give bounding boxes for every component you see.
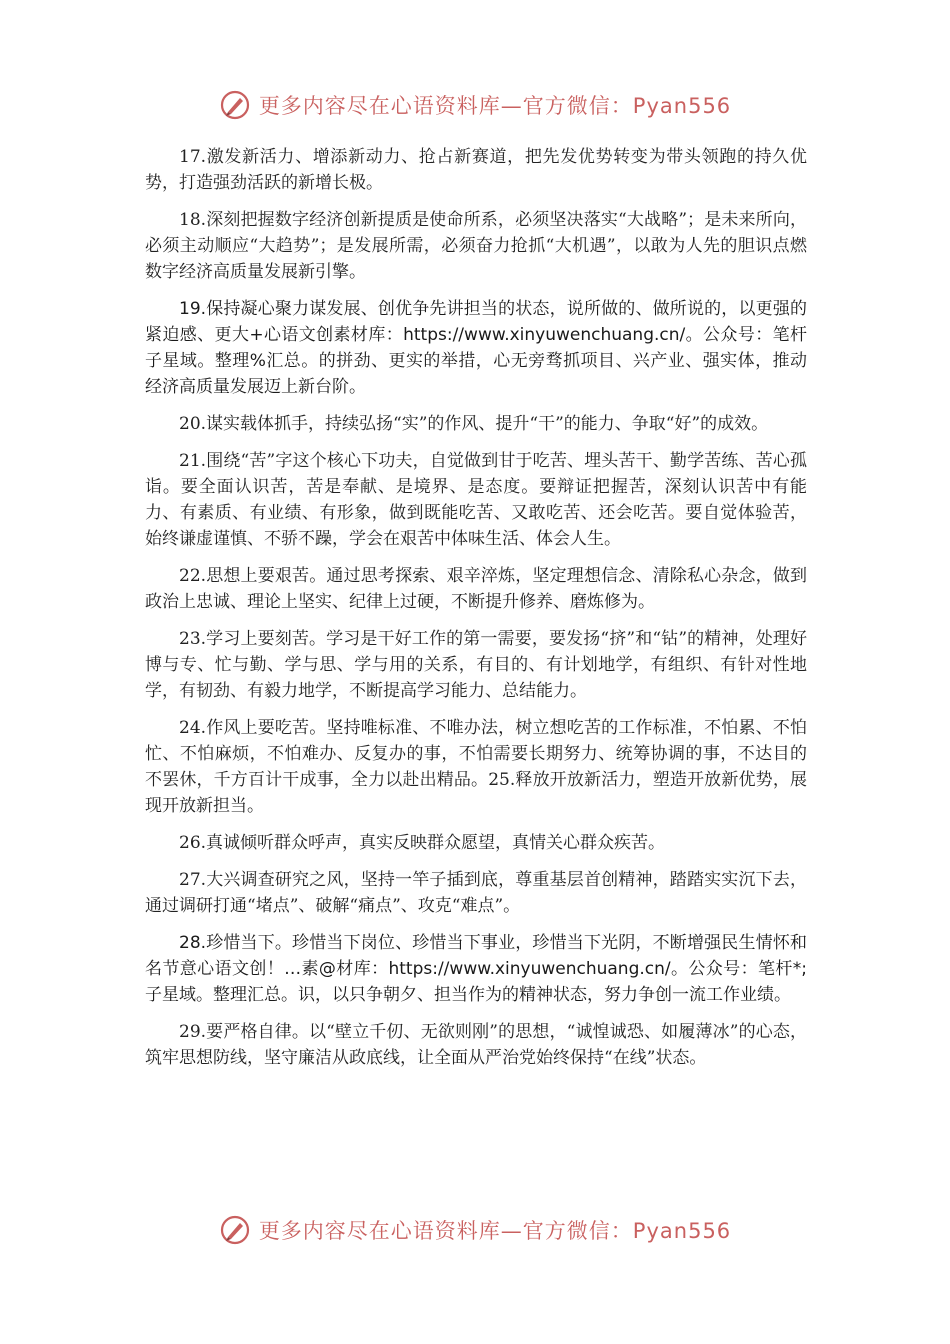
paragraph-20: 20.谋实载体抓手，持续弘扬“实”的作风、提升“干”的能力、争取“好”的成效。: [179, 414, 769, 434]
paragraph-27: 27.大兴调查研究之风，坚持一竿子插到底，尊重基层首创精神，踏踏实实沉下去，通过调研打通“堵点”、破解“痛点”、攻克“难点”。: [145, 870, 807, 916]
paragraph-18: 18.深刻把握数字经济创新提质是使命所系，必须坚决落实“大战略”；是未来所向，必须主动顺应“大趋势”；是发展所需，必须奋力抢抓“大机遇”，以敢为人先的胆识点燃数字经济高质量发展新引擎。: [145, 210, 807, 282]
paragraph-23: 23.学习上要刻苦。学习是干好工作的第一需要，要发扬“挤”和“钻”的精神，处理好博与专、忙与勤、学与思、学与用的关系，有目的、有计划地学，有组织、有针对性地学，有韧劲、有毅力地学，不断提高学习能力、总结能力。: [145, 629, 807, 701]
paragraph-26: 26.真诚倾听群众呼声，真实反映群众愿望，真情关心群众疾苦。: [179, 833, 666, 853]
paragraph-24: 24.作风上要吃苦。坚持唯标准、不唯办法，树立想吃苦的工作标准，不怕累、不怕忙、不怕麻烦，不怕难办、反复办的事，不怕需要长期努力、统筹协调的事，不达目的不罢休，千方百计干成事，全力以赴出精品。25.释放开放新活力，塑造开放新优势，展现开放新担当。: [145, 718, 807, 816]
header-banner: [0, 85, 950, 125]
pen-circle-logo-icon: [219, 1214, 251, 1246]
paragraph-17: 17.激发新活力、增添新动力、抢占新赛道，把先发优势转变为带头领跑的持久优势，打造强劲活跃的新增长极。: [145, 147, 807, 193]
document-body: [145, 144, 807, 1082]
header-banner-text: 更多内容尽在心语资料库—官方微信：Pyan556: [258, 94, 732, 118]
footer-banner: [0, 1210, 950, 1250]
pen-circle-logo-icon: [219, 89, 251, 121]
paragraph-28: 28.珍惜当下。珍惜当下岗位、珍惜当下事业，珍惜当下光阴，不断增强民生情怀和名节意心语文创！…素@材库：https://www.xinyuwenchuang.cn/。公众号：笔杆*;子星域。整理汇总。识，以只争朝夕、担当作为的精神状态，努力争创一流工作业绩。: [145, 933, 807, 1005]
paragraph-22: 22.思想上要艰苦。通过思考探索、艰辛淬炼，坚定理想信念、清除私心杂念，做到政治上忠诚、理论上坚实、纪律上过硬，不断提升修养、磨炼修为。: [145, 566, 807, 612]
paragraph-29: 29.要严格自律。以“壁立千仞、无欲则刚”的思想，“诚惶诚恐、如履薄冰”的心态，筑牢思想防线，坚守廉洁从政底线，让全面从严治党始终保持“在线”状态。: [145, 1022, 807, 1068]
footer-banner-text: 更多内容尽在心语资料库—官方微信：Pyan556: [258, 1219, 732, 1243]
paragraph-21: 21.围绕“苦”字这个核心下功夫，自觉做到甘于吃苦、埋头苦干、勤学苦练、苦心孤诣。要全面认识苦，苦是奉献、是境界、是态度。要辩证把握苦，深刻认识苦中有能力、有素质、有业绩、有形象，做到既能吃苦、又敢吃苦、还会吃苦。要自觉体验苦，始终谦虚谨慎、不骄不躁，学会在艰苦中体味生活、体会人生。: [145, 451, 807, 549]
paragraph-19: 19.保持凝心聚力谋发展、创优争先讲担当的状态，说所做的、做所说的，以更强的紧迫感、更大+心语文创素材库：https://www.xinyuwenchuang.cn/。公众号：笔杆子星域。整理%汇总。的拼劲、更实的举措，心无旁骛抓项目、兴产业、强实体，推动经济高质量发展迈上新台阶。: [145, 299, 807, 397]
